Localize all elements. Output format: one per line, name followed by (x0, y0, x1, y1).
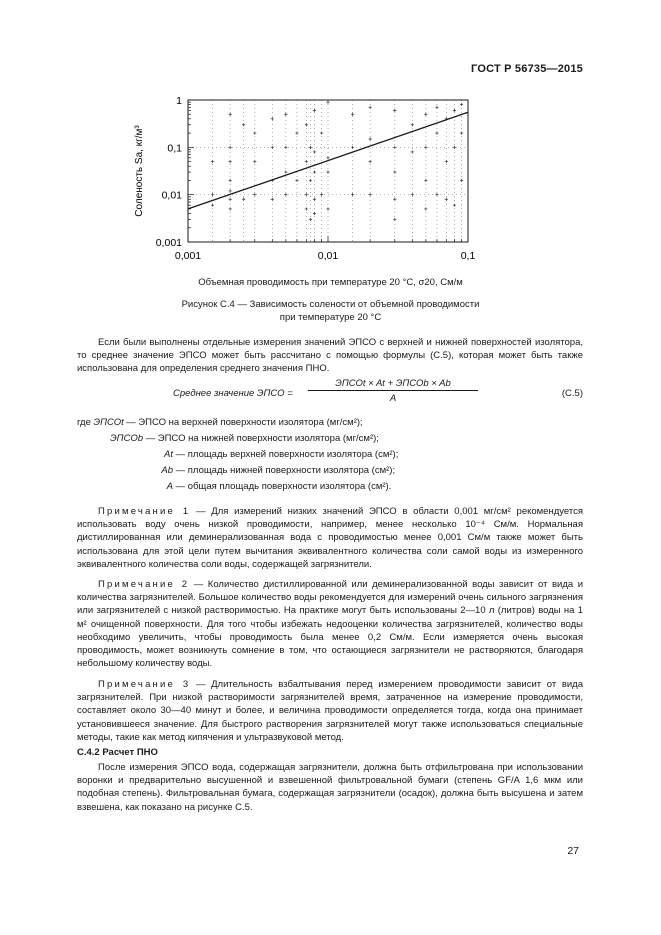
data-point (460, 131, 463, 134)
data-point (211, 160, 214, 163)
x-axis-label: Объемная проводимость при температуре 20 °C, σ20, См/м (198, 277, 463, 288)
note-text: — Для измерений низких значений ЭПСО в области 0,001 мг/см² рекомендуется использовать воду очень низкой проводимости, например, менее несколько 10⁻⁴ См/м. Нормальная дистиллированная или деминерализованная вода с проводимостью менее 0,001 См/м также может быть использована для этой цели путем вычитания эквивалентного количества соли самой воды из измеренного эквивалентного количества соли воды, содержащей загрязнители. (77, 506, 584, 570)
data-point (253, 193, 256, 196)
data-point (369, 193, 372, 196)
where-text: — площадь нижней поверхности изолятора (см²); (175, 465, 396, 476)
note-3 (77, 678, 583, 744)
data-point (253, 160, 256, 163)
data-point (326, 101, 329, 104)
data-point (424, 179, 427, 182)
x-tick-labels (175, 250, 476, 262)
data-point (453, 146, 456, 149)
data-point (326, 170, 329, 173)
data-point (284, 113, 287, 116)
data-point (411, 123, 414, 126)
x-tick-label: 0,01 (317, 250, 339, 262)
data-point (242, 123, 245, 126)
data-point (211, 204, 214, 207)
note-text: — Количество дистиллированной или деминерализованной воды зависит от вида и количества загрязнителей. Большое количество воды рекомендуется для измерений очень сильного загрязнения или загрязнителей с низкой растворимостью. На практике могут быть использованы 2—10 л (литров) воды на 1 м² очищенной поверхности. Для того чтобы избежать недооценки количества загрязнителей, количество воды необходимо увеличить, чтобы проводимость была менее 0,2 См/м. Если измеряется очень высокая проводимость, может возникнуть сомнение в том, что остающиеся загрязнители не растворяются, благодаря небольшому количеству воды. (77, 579, 583, 670)
data-point (320, 131, 323, 134)
data-point (305, 160, 308, 163)
data-point (242, 198, 245, 201)
data-point (351, 113, 354, 116)
data-point (284, 170, 287, 173)
data-point (305, 193, 308, 196)
intro-paragraph (77, 336, 583, 376)
data-point (313, 198, 316, 201)
data-point (313, 212, 316, 215)
data-point (229, 198, 232, 201)
data-point (305, 207, 308, 210)
where-symbol: A (166, 481, 173, 492)
note-heading: Примечание 2 (98, 579, 190, 590)
data-point (351, 193, 354, 196)
data-point (445, 160, 448, 163)
where-symbol: Ab (161, 465, 173, 476)
data-point (271, 198, 274, 201)
data-point (229, 113, 232, 116)
where-prefix: где (77, 417, 91, 428)
note-text: — Длительность взбалтывания перед измерением проводимости зависит от вида загрязнителей. При низкой растворимости загрязнителей время, затраченное на измерение проводимости, составляет около 30—40 минут и более, и величина проводимости определяется тогда, когда она принимает установившееся значение. Для быстрого растворения загрязнителей могут также использоваться специальные методы, такие как метод кипячения и ультразвуковой метод. (77, 679, 583, 743)
data-point (313, 170, 316, 173)
data-point (284, 146, 287, 149)
data-point (424, 146, 427, 149)
data-point (445, 198, 448, 201)
data-point (393, 109, 396, 112)
figure-caption-line1: Рисунок C.4 — Зависимость солености от объемной проводимости (181, 299, 480, 310)
y-axis-label: Соленость Sa, кг/м³ (134, 125, 145, 217)
where-item (77, 447, 583, 463)
data-point (326, 156, 329, 159)
data-point (424, 113, 427, 116)
data-point (229, 189, 232, 192)
data-point (460, 179, 463, 182)
data-point (435, 131, 438, 134)
note-heading: Примечание 3 (98, 679, 191, 690)
where-text: — ЭПСО на нижней поверхности изолятора (мг/см²); (145, 433, 379, 444)
intro-text: Если были выполнены отдельные измерения значений ЭПСО с верхней и нижней поверхностей изолятора, то среднее значение ЭПСО может быть рассчитано с помощью формулы (C.5), которая может быть также использована для определения среднего значения ПНО. (77, 337, 583, 375)
where-text: — ЭПСО на верхней поверхности изолятора (мг/см²); (126, 417, 363, 428)
where-item (77, 431, 583, 447)
data-point (369, 106, 372, 109)
data-point (229, 207, 232, 210)
note-1 (77, 505, 583, 571)
data-point (229, 160, 232, 163)
formula-lhs: Среднее значение ЭПСО = (173, 388, 293, 399)
where-item (77, 479, 583, 495)
where-symbol: ЭПСОb (110, 433, 143, 444)
chart-points (211, 101, 463, 221)
data-point (295, 131, 298, 134)
data-point (369, 160, 372, 163)
data-point (393, 146, 396, 149)
x-tick-label: 0,1 (460, 250, 476, 262)
data-point (305, 123, 308, 126)
data-point (460, 103, 463, 106)
data-point (309, 179, 312, 182)
y-tick-labels (156, 95, 182, 249)
data-point (253, 131, 256, 134)
where-item (77, 415, 583, 431)
data-point (313, 109, 316, 112)
where-text: — общая площадь поверхности изолятора (см²). (175, 481, 392, 492)
data-point (424, 207, 427, 210)
note-2 (77, 578, 583, 670)
data-point (453, 109, 456, 112)
data-point (453, 204, 456, 207)
y-tick-label: 0,001 (155, 237, 182, 249)
section-text: После измерения ЭПСО вода, содержащая загрязнители, должна быть отфильтрована при использовании воронки и предварительно высушенной и взвешенной фильтровальной бумаги (степень GF/A 1,6 мкм или подобная степень). Фильтровальная бумага, содержащая загрязнители (осадок), должна быть высушена и затем взвешена, как показано на рисунке C.5. (77, 762, 583, 813)
data-point (295, 179, 298, 182)
data-point (393, 198, 396, 201)
salinity-conductivity-chart (120, 90, 500, 262)
data-point (326, 207, 329, 210)
figure-caption-line2: при температуре 20 °C (279, 311, 382, 323)
data-point (411, 150, 414, 153)
where-text: — площадь верхней поверхности изолятора (см²); (175, 449, 399, 460)
section-title: C.4.2 Расчет ПНО (77, 747, 158, 758)
x-tick-label: 0,001 (174, 250, 202, 262)
where-item (77, 463, 583, 479)
data-point (271, 117, 274, 120)
page-number: 27 (567, 845, 579, 857)
formula-numerator: ЭПСОt × At + ЭПСОb × Ab (308, 378, 478, 391)
data-point (369, 137, 372, 140)
data-point (411, 193, 414, 196)
data-point (393, 218, 396, 221)
data-point (284, 193, 287, 196)
data-point (435, 193, 438, 196)
figure-caption (0, 299, 661, 324)
data-point (271, 146, 274, 149)
formula-c5 (77, 378, 583, 410)
y-tick-label: 0,1 (167, 142, 182, 155)
y-tick-label: 1 (176, 95, 182, 107)
formula-fraction (308, 378, 478, 404)
where-symbol: ЭПСОt (93, 417, 124, 428)
where-list (77, 415, 583, 495)
data-point (211, 193, 214, 196)
data-point (229, 179, 232, 182)
data-point (229, 146, 232, 149)
y-tick-label: 0,01 (161, 189, 182, 202)
standard-header: ГОСТ Р 56735—2015 (471, 63, 583, 75)
data-point (351, 146, 354, 149)
formula-number: (C.5) (561, 388, 583, 399)
where-symbol: At (164, 449, 173, 460)
data-point (435, 106, 438, 109)
data-point (309, 218, 312, 221)
data-point (320, 193, 323, 196)
note-heading: Примечание 1 (98, 506, 191, 517)
data-point (309, 146, 312, 149)
formula-denominator: A (389, 393, 397, 404)
section-paragraph (77, 761, 583, 814)
data-point (313, 150, 316, 153)
data-point (393, 170, 396, 173)
